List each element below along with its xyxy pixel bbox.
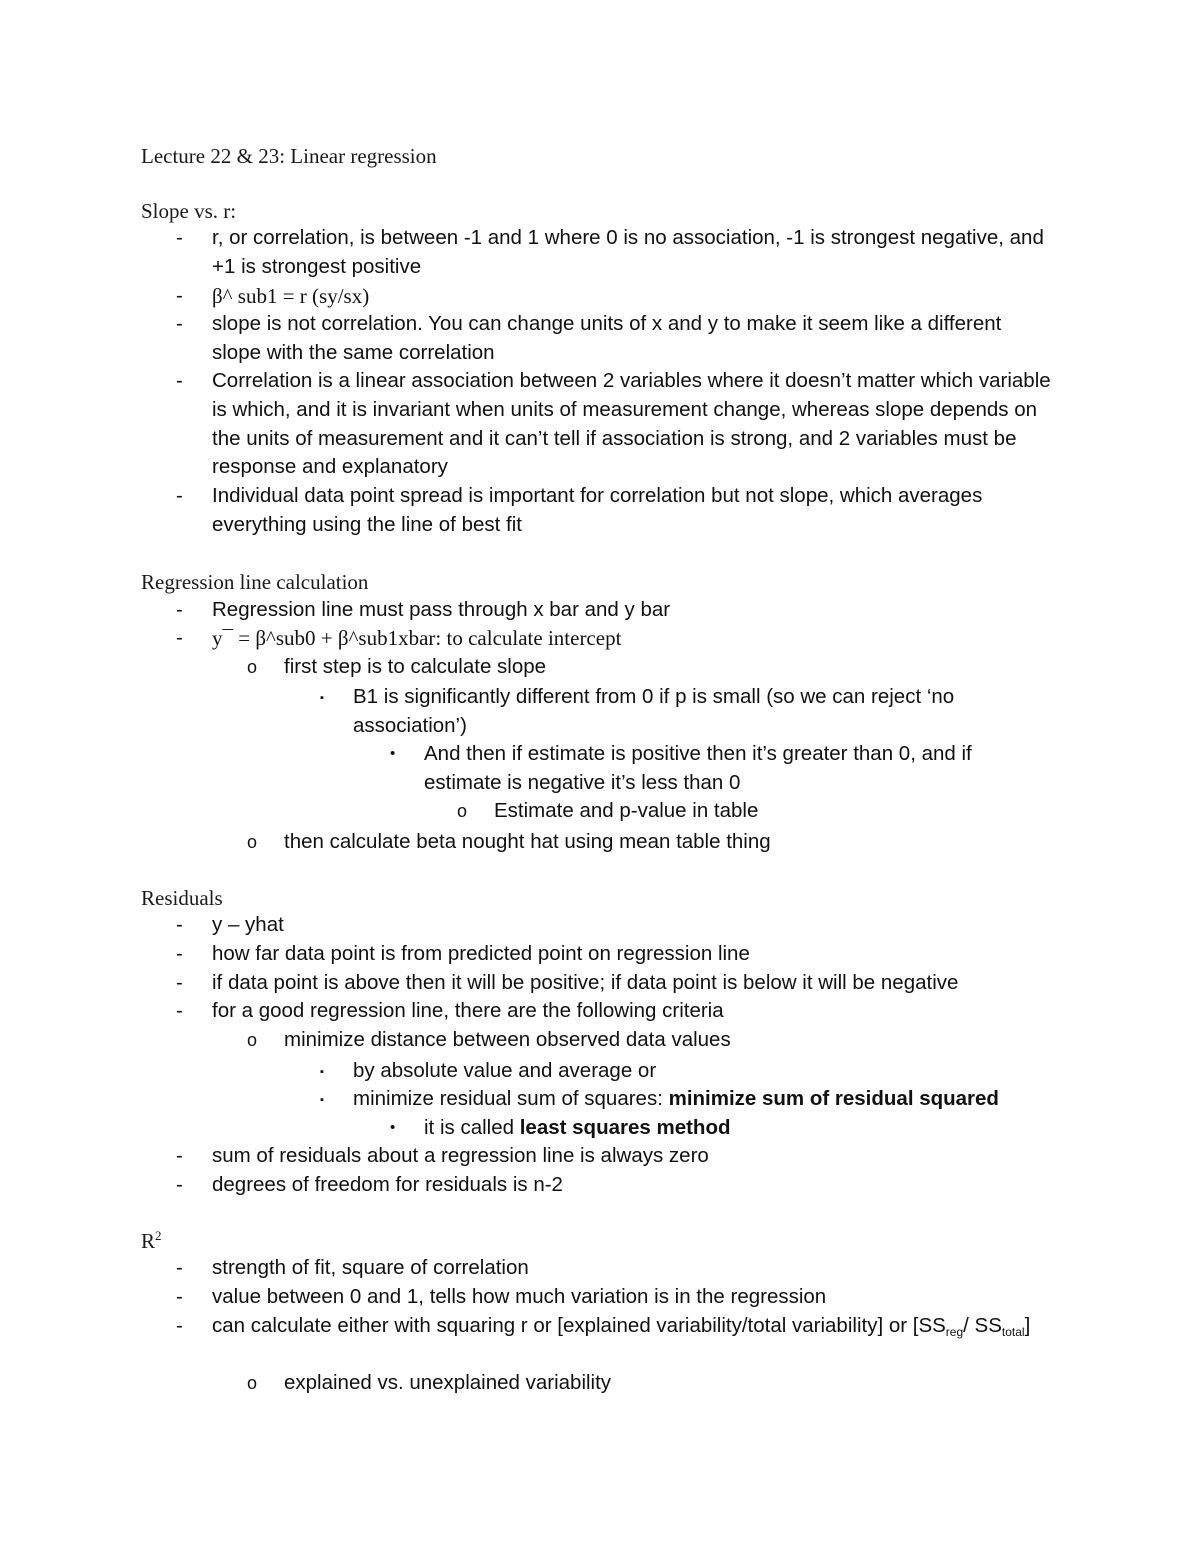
list-item (176, 997, 1052, 1026)
section-heading-slope-vs-r: Slope vs. r: (141, 199, 237, 223)
dash-bullet: - (176, 226, 183, 249)
dash-bullet: - (176, 284, 183, 307)
circle-bullet: o (247, 1030, 258, 1050)
list-item-text-emphasis: minimize sum of residual squared (668, 1087, 999, 1110)
list-item (176, 1254, 1052, 1283)
list-item-text (353, 1085, 1053, 1114)
list-item-text: Individual data point spread is important for correlation but not slope, which averages everything using the line of best fit (212, 484, 983, 536)
formula-text: / SS (963, 1314, 1002, 1337)
list-item-text: by absolute value and average or (353, 1059, 657, 1082)
list-item-text: β^ sub1 = r (sy/sx) (212, 284, 370, 308)
list-item-text: for a good regression line, there are the following criteria (212, 999, 724, 1022)
list-item-text-plain: minimize residual sum of squares: (353, 1087, 669, 1110)
list-item (247, 1369, 1044, 1398)
list-item-text-emphasis: least squares method (519, 1116, 731, 1139)
list-item-text (424, 1114, 1034, 1143)
heading-superscript: 2 (155, 1228, 162, 1243)
dash-bullet: - (176, 1314, 183, 1337)
section-heading-residuals: Residuals (141, 886, 223, 910)
formula-text: ] (1024, 1314, 1031, 1337)
dash-bullet: - (176, 999, 183, 1022)
list-item (176, 1142, 1052, 1171)
square-bullet: ▪ (320, 1066, 324, 1078)
list-item-text: slope is not correlation. You can change units of x and y to make it seem like a different slope with the same correlation (212, 312, 1002, 364)
list-item (320, 1057, 1033, 1086)
dash-bullet: - (176, 1144, 183, 1167)
list-item-text: degrees of freedom for residuals is n-2 (212, 1173, 563, 1196)
list-item (176, 911, 1052, 940)
round-bullet: • (390, 1119, 396, 1136)
list-item-text: value between 0 and 1, tells how much variation is in the regression (212, 1285, 827, 1308)
dash-bullet: - (176, 1173, 183, 1196)
list-item (390, 740, 1034, 798)
list-item (176, 596, 1052, 625)
list-item-text-plain: it is called (424, 1116, 520, 1139)
list-item (390, 1114, 1034, 1143)
list-item-text: r, or correlation, is between -1 and 1 where 0 is no association, -1 is strongest negative, and +1 is strongest positive (212, 226, 1044, 278)
dash-bullet: - (176, 942, 183, 965)
square-bullet: ▪ (320, 692, 324, 704)
dash-bullet: - (176, 626, 183, 649)
list-item (176, 367, 1052, 482)
list-item (176, 1312, 1057, 1341)
circle-bullet: o (247, 832, 258, 852)
list-item-text: strength of fit, square of correlation (212, 1256, 529, 1279)
list-item (320, 1085, 1053, 1114)
list-item-text: y¯ = β^sub0 + β^sub1xbar: to calculate intercept (212, 626, 622, 650)
dash-bullet: - (176, 598, 183, 621)
heading-text: R (141, 1229, 156, 1253)
dash-bullet: - (176, 312, 183, 335)
subscript-reg: reg (945, 1325, 964, 1339)
dash-bullet: - (176, 971, 183, 994)
list-item-text: Regression line must pass through x bar and y bar (212, 598, 671, 621)
list-item-text: Correlation is a linear association between 2 variables where it doesn’t matter which variable is which, and it is invariant when units of measurement change, whereas slope depends on the units of measurement and it can’t tell if association is strong, and 2 variables must be response and explanatory (212, 369, 1051, 479)
document-title: Lecture 22 & 23: Linear regression (141, 144, 437, 168)
list-item (247, 653, 1044, 682)
dash-bullet: - (176, 1256, 183, 1279)
dash-bullet: - (176, 369, 183, 392)
list-item-text: And then if estimate is positive then it’s greater than 0, and if estimate is negative it’s less than 0 (424, 742, 972, 794)
list-item (176, 310, 1052, 368)
list-item (176, 624, 1052, 653)
list-item (176, 282, 1052, 311)
dash-bullet: - (176, 913, 183, 936)
dash-bullet: - (176, 484, 183, 507)
formula-text: can calculate either with squaring r or [explained variability/total variability] or [SS (212, 1314, 946, 1337)
list-item-text: explained vs. unexplained variability (284, 1371, 612, 1394)
list-item-text: then calculate beta nought hat using mean table thing (284, 830, 771, 853)
list-item (457, 797, 1034, 826)
round-bullet: • (390, 745, 396, 762)
list-item-text: sum of residuals about a regression line is always zero (212, 1144, 709, 1167)
list-item-text: Estimate and p-value in table (494, 799, 759, 822)
list-item-text: how far data point is from predicted point on regression line (212, 942, 750, 965)
list-item-text: B1 is significantly different from 0 if p is small (so we can reject ‘no association’) (353, 685, 955, 737)
circle-bullet: o (457, 801, 468, 821)
list-item (176, 969, 1092, 998)
list-item-text: minimize distance between observed data values (284, 1028, 731, 1051)
list-item-text: first step is to calculate slope (284, 655, 547, 678)
list-item (320, 683, 1033, 741)
list-item (247, 1026, 1044, 1055)
list-item (176, 1171, 1052, 1200)
list-item-text (212, 1312, 1057, 1341)
list-item (176, 940, 1052, 969)
list-item-text: y – yhat (212, 913, 284, 936)
list-item (176, 1283, 1052, 1312)
list-item (176, 224, 1052, 282)
square-bullet: ▪ (320, 1094, 324, 1106)
list-item (176, 482, 1052, 540)
list-item-text: if data point is above then it will be positive; if data point is below it will be negative (212, 971, 959, 994)
circle-bullet: o (247, 657, 258, 677)
circle-bullet: o (247, 1373, 258, 1393)
dash-bullet: - (176, 1285, 183, 1308)
subscript-total: total (1001, 1325, 1025, 1339)
section-heading-regression-line: Regression line calculation (141, 570, 369, 594)
list-item (247, 828, 1044, 857)
section-heading-r-squared (141, 1227, 162, 1255)
